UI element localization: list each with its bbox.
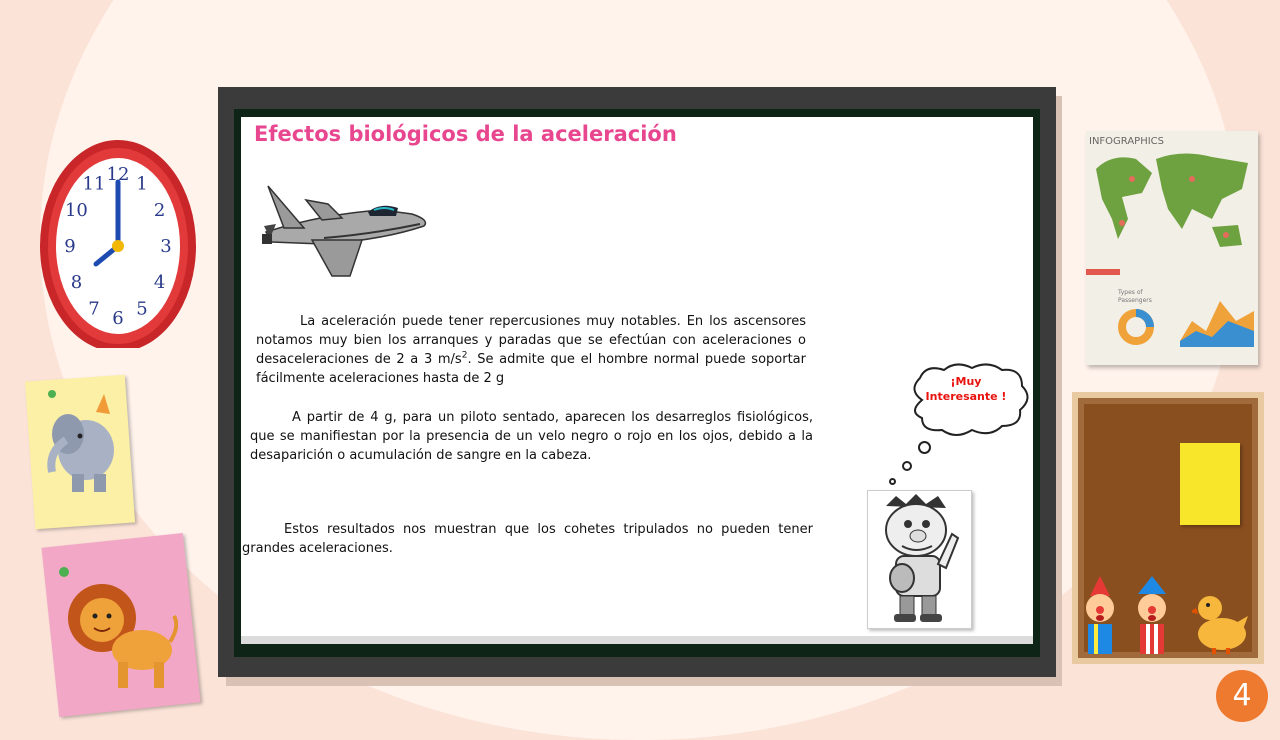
clock-numeral: 2 (153, 200, 166, 221)
thought-bubble-text (904, 374, 1028, 404)
clock-icon (38, 136, 198, 348)
paragraph-2-text-a: A partir de 4 (292, 410, 385, 425)
page-number-badge: 4 (1216, 670, 1268, 722)
airplane-icon (262, 180, 432, 280)
elephant-icon (38, 390, 124, 500)
thought-line-1: ¡Muy (950, 375, 982, 388)
paragraph-1 (256, 312, 806, 388)
cartoon-boy-icon (872, 494, 966, 624)
clock-numeral: 12 (106, 164, 130, 185)
paragraph-3 (242, 520, 813, 558)
slide-title: Efectos biológicos de la aceleración (254, 122, 677, 146)
thought-dot-large (918, 441, 931, 454)
infographic-poster (1086, 131, 1258, 365)
world-map-icon (1092, 149, 1252, 259)
thought-dot-medium (902, 461, 912, 471)
clock-numeral: 7 (88, 298, 100, 320)
clock-numeral: 10 (64, 200, 88, 221)
clock-numeral: 6 (112, 308, 124, 329)
paragraph-3-text: Estos resultados nos muestran que los cohetes tripulados no pueden tener grandes aceleraciones. (242, 522, 813, 556)
clowns-icon (1082, 572, 1182, 656)
paragraph-2-g-unit: g (384, 410, 393, 425)
clock-numeral: 3 (160, 236, 172, 257)
clock-numeral: 11 (82, 173, 106, 195)
infographic-caption: Types of Passengers (1118, 289, 1152, 304)
paragraph-1-g-unit: g (495, 371, 505, 386)
infographic-heading: INFOGRAPHICS (1089, 136, 1165, 147)
thought-line-2: Interesante ! (925, 390, 1007, 403)
clock-numeral: 5 (136, 298, 148, 320)
paragraph-1-text-b: . Se admite que el hombre normal puede soportar fácilmente aceleraciones hasta de 2 (256, 352, 806, 386)
clock-numeral: 1 (136, 173, 148, 195)
lion-icon (58, 566, 178, 696)
clock-numeral: 4 (153, 272, 166, 293)
paragraph-2-text-b: , para un piloto sentado, aparecen los desarreglos fisiológicos, que se manifiestan por la presencia de un velo negro o rojo en los ojos, debido a la desaparición o acumulación de sangre en la cabeza. (250, 410, 813, 463)
duck-icon (1192, 592, 1248, 654)
yellow-sticky-note (1180, 443, 1240, 525)
clock-numeral: 9 (64, 236, 76, 257)
infographic-red-bar (1086, 269, 1120, 275)
thought-dot-small (889, 478, 896, 485)
donut-chart-icon (1116, 307, 1156, 347)
clock-numeral: 8 (70, 272, 83, 293)
paragraph-1-text-a: La aceleración puede tener repercusiones muy notables. En los ascensores notamos muy bien los arranques y paradas que se efectúan con aceleraciones o desaceleraciones de 2 a 3 m/s (256, 314, 806, 367)
paragraph-2 (250, 408, 813, 465)
paragraph-1-superscript: 2 (461, 350, 468, 361)
paper-strip (241, 636, 1033, 644)
area-chart-icon (1180, 291, 1254, 347)
